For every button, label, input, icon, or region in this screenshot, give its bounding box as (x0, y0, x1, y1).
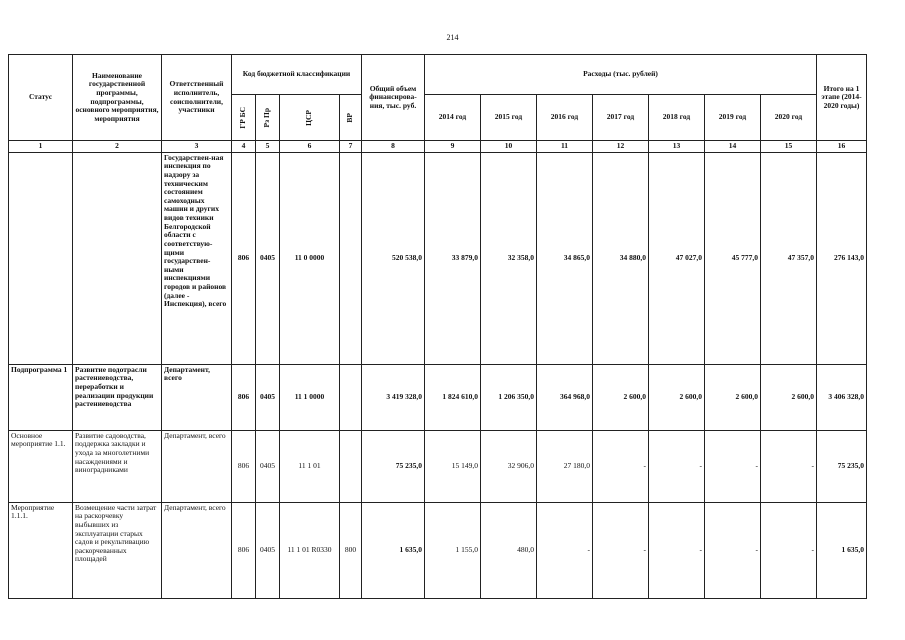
header-grbs: ГР БС (232, 95, 256, 141)
cell-status: Основное мероприятие 1.1. (9, 430, 73, 502)
cell-year: 32 358,0 (481, 152, 537, 364)
cell-rzpr: 0405 (256, 364, 280, 430)
column-number: 9 (425, 141, 481, 153)
header-bcc-group: Код бюджетной классификации (232, 55, 362, 95)
cell-responsible: Государствен-ная инспекция по надзору за техническим состоянием самоходных машин и других видов техники Белгородской области с соответствую-щими государствен-ными инспекциями городов и районов (далее - Инспекция), всего (162, 152, 232, 364)
column-number-row (9, 141, 867, 153)
cell-grbs: 806 (232, 152, 256, 364)
column-number: 4 (232, 141, 256, 153)
table-row (9, 430, 867, 502)
cell-year: 47 027,0 (649, 152, 705, 364)
column-number: 10 (481, 141, 537, 153)
column-number: 6 (280, 141, 340, 153)
header-year: 2015 год (481, 95, 537, 141)
cell-responsible: Департамент, всего (162, 364, 232, 430)
cell-total: 520 538,0 (362, 152, 425, 364)
header-year: 2014 год (425, 95, 481, 141)
cell-name: Возмещение части затрат на раскорчевку выбывших из эксплуатации старых садов и рекультивацию раскорчеванных площадей (73, 502, 162, 598)
cell-grbs: 806 (232, 430, 256, 502)
cell-stage-total: 3 406 328,0 (817, 364, 867, 430)
cell-rzpr: 0405 (256, 152, 280, 364)
column-number: 12 (593, 141, 649, 153)
cell-year: 34 865,0 (537, 152, 593, 364)
cell-total: 75 235,0 (362, 430, 425, 502)
cell-year: 480,0 (481, 502, 537, 598)
cell-year: 2 600,0 (649, 364, 705, 430)
cell-status: Мероприятие 1.1.1. (9, 502, 73, 598)
cell-name: Развитие садоводства, поддержка закладки и ухода за многолетними насаждениями и виноградниками (73, 430, 162, 502)
cell-year: - (537, 502, 593, 598)
cell-year: 33 879,0 (425, 152, 481, 364)
cell-year: 15 149,0 (425, 430, 481, 502)
cell-year: 2 600,0 (761, 364, 817, 430)
cell-vr (340, 364, 362, 430)
cell-year: - (649, 502, 705, 598)
column-number: 2 (73, 141, 162, 153)
table-row (9, 502, 867, 598)
column-number: 14 (705, 141, 761, 153)
cell-year: 32 906,0 (481, 430, 537, 502)
cell-year: 45 777,0 (705, 152, 761, 364)
header-csr: ЦСР (280, 95, 340, 141)
cell-responsible: Департамент, всего (162, 502, 232, 598)
cell-status: Подпрограмма 1 (9, 364, 73, 430)
cell-csr: 11 0 0000 (280, 152, 340, 364)
column-number: 11 (537, 141, 593, 153)
cell-responsible: Департамент, всего (162, 430, 232, 502)
cell-total: 3 419 328,0 (362, 364, 425, 430)
cell-year: 47 357,0 (761, 152, 817, 364)
header-expenses-group: Расходы (тыс. рублей) (425, 55, 817, 95)
header-vr: ВР (340, 95, 362, 141)
cell-vr (340, 430, 362, 502)
page-number: 214 (446, 33, 459, 42)
cell-year: 34 880,0 (593, 152, 649, 364)
cell-year: 1 155,0 (425, 502, 481, 598)
header-rzpr: Рз Пр (256, 95, 280, 141)
header-stage-total: Итого на 1 этапе (2014-2020 годы) (817, 55, 867, 141)
header-responsible: Ответственный исполнитель, соисполнители, участники (162, 55, 232, 141)
cell-year: 1 824 610,0 (425, 364, 481, 430)
header-year: 2016 год (537, 95, 593, 141)
header-name: Наименование государственной программы, подпрограммы, основного мероприятия, мероприятия (73, 55, 162, 141)
cell-status (9, 152, 73, 364)
header-year: 2020 год (761, 95, 817, 141)
cell-vr (340, 152, 362, 364)
cell-year: - (649, 430, 705, 502)
table-row (9, 364, 867, 430)
column-number: 15 (761, 141, 817, 153)
cell-csr: 11 1 0000 (280, 364, 340, 430)
cell-grbs: 806 (232, 502, 256, 598)
cell-year: - (705, 430, 761, 502)
cell-stage-total: 1 635,0 (817, 502, 867, 598)
budget-table (8, 54, 867, 599)
header-year: 2019 год (705, 95, 761, 141)
cell-name (73, 152, 162, 364)
column-number: 7 (340, 141, 362, 153)
cell-year: - (593, 502, 649, 598)
cell-rzpr: 0405 (256, 502, 280, 598)
header-status: Статус (9, 55, 73, 141)
header-year: 2018 год (649, 95, 705, 141)
cell-stage-total: 75 235,0 (817, 430, 867, 502)
column-number: 3 (162, 141, 232, 153)
cell-name: Развитие подотрасли растениеводства, переработки и реализации продукции растениеводства (73, 364, 162, 430)
cell-stage-total: 276 143,0 (817, 152, 867, 364)
cell-year: 1 206 350,0 (481, 364, 537, 430)
cell-grbs: 806 (232, 364, 256, 430)
cell-rzpr: 0405 (256, 430, 280, 502)
cell-year: - (705, 502, 761, 598)
column-number: 1 (9, 141, 73, 153)
cell-total: 1 635,0 (362, 502, 425, 598)
header-year: 2017 год (593, 95, 649, 141)
cell-year: - (761, 502, 817, 598)
cell-csr: 11 1 01 (280, 430, 340, 502)
cell-year: - (761, 430, 817, 502)
column-number: 8 (362, 141, 425, 153)
column-number: 16 (817, 141, 867, 153)
cell-year: - (593, 430, 649, 502)
column-number: 5 (256, 141, 280, 153)
cell-year: 2 600,0 (705, 364, 761, 430)
header-total-financing: Общий объем финансирова-ния, тыс. руб. (362, 55, 425, 141)
cell-year: 364 968,0 (537, 364, 593, 430)
cell-year: 27 180,0 (537, 430, 593, 502)
table-row (9, 152, 867, 364)
column-number: 13 (649, 141, 705, 153)
cell-vr: 800 (340, 502, 362, 598)
cell-csr: 11 1 01 R0330 (280, 502, 340, 598)
cell-year: 2 600,0 (593, 364, 649, 430)
